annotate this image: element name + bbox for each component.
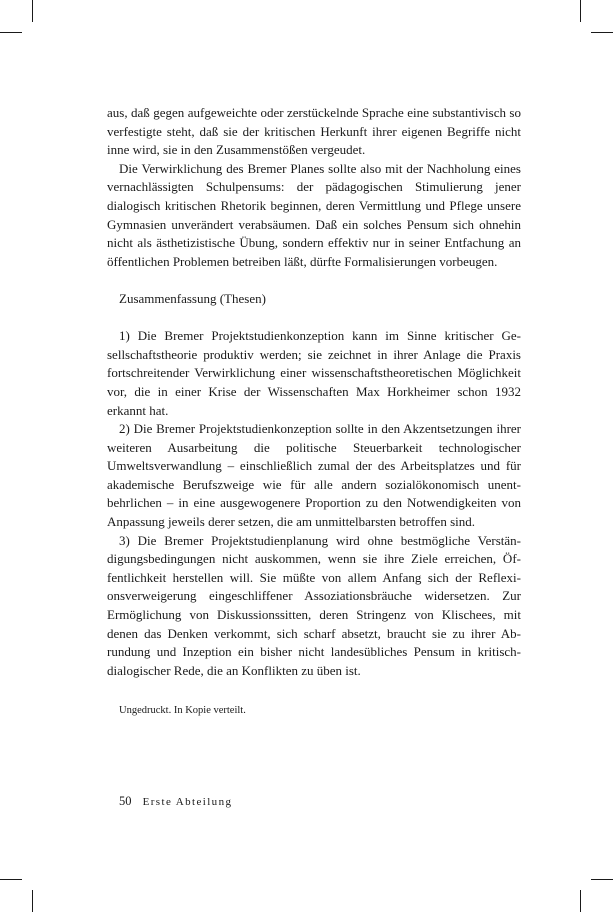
crop-mark bbox=[32, 0, 33, 22]
crop-mark bbox=[32, 890, 33, 912]
crop-mark bbox=[591, 32, 613, 33]
source-note: Ungedruckt. In Kopie verteilt. bbox=[119, 705, 246, 716]
crop-mark bbox=[0, 879, 22, 880]
crop-mark bbox=[580, 890, 581, 912]
body-text bbox=[107, 104, 521, 680]
thesis-paragraph: 1) Die Bremer Projektstudienkonzeption kann im Sinne kritischer Gesellschaftstheorie produktiv werden; sie zeichnet in ihrer Anlage die Praxis fortschreitender Verwirklichung einer wissenschaftstheoretischen Möglichkeit vor, die in einer Krise der Wissenschaften Max Horkheimer schon 1932 erkannt hat. bbox=[107, 328, 521, 418]
paragraph: Die Verwirklichung des Bremer Planes sollte also mit der Nachholung eines vernachlässigten Schulpensums: der pädagogischen Stimulierung jener dialogisch kritischen Rhetorik beginnen, deren Vermittlung und Pflege unsere Gymnasien unverändert verabsäumen. Daß ein solches Pensum sich ohnehin nicht als ästhetizistische Übung, sondern effektiv nur in seiner Entfachung an öffentlichen Problemen betreiben läßt, dürfte Formalisierungen vorbeugen. bbox=[107, 160, 521, 269]
thesis-paragraph: 3) Die Bremer Projektstudienplanung wird ohne bestmögliche Verständigungsbedingungen nicht auskommen, wenn sie ihre Ziele erreichen, Öffentlichkeit herstellen will. Sie müßte von allem Anfang sich der Reflexionsverweigerung eingeschliffener Assoziationsbräuche widersetzen. Zur Ermöglichung von Diskussionssitten, deren Stringenz von Klischees, mit denen das Denken verkommt, sich scharf absetzt, braucht sie zu ihrer Abrundung und Inzeption ein bisher nicht landesübliches Pensum in kritisch-dialogischer Rede, die an Konflikten zu üben ist. bbox=[107, 532, 521, 678]
section-heading: Zusammenfassung (Thesen) bbox=[119, 290, 266, 306]
crop-mark bbox=[580, 0, 581, 22]
page-footer bbox=[119, 793, 232, 810]
paragraph: aus, daß gegen aufgeweichte oder zerstückelnde Sprache eine substantivisch so verfestigte steht, daß sie der kritischen Herkunft ihrer eigenen Begriffe nicht inne wird, sie in den Zusammenstößen vergeudet. bbox=[107, 105, 521, 158]
crop-mark bbox=[591, 879, 613, 880]
crop-mark bbox=[0, 32, 22, 33]
thesis-paragraph: 2) Die Bremer Projektstudienkonzeption sollte in den Akzentsetzungen ihrer weiteren Ausarbeitung die politische Steuerbarkeit technologischer Umweltsverwandlung – einschließlich zumal der des Arbeitsplatzes und für akademische Berufszweige wie für alle andern sozialökonomisch unentbehrlichen – in eine ausgewogenere Proportion zu den Notwendigkeiten von Anpassung jeweils derer setzen, die am unmittelbarsten betroffen sind. bbox=[107, 421, 521, 530]
section-title: Erste Abteilung bbox=[142, 796, 233, 808]
spacer bbox=[107, 271, 521, 290]
page-number: 50 bbox=[119, 794, 132, 808]
spacer bbox=[107, 309, 521, 328]
